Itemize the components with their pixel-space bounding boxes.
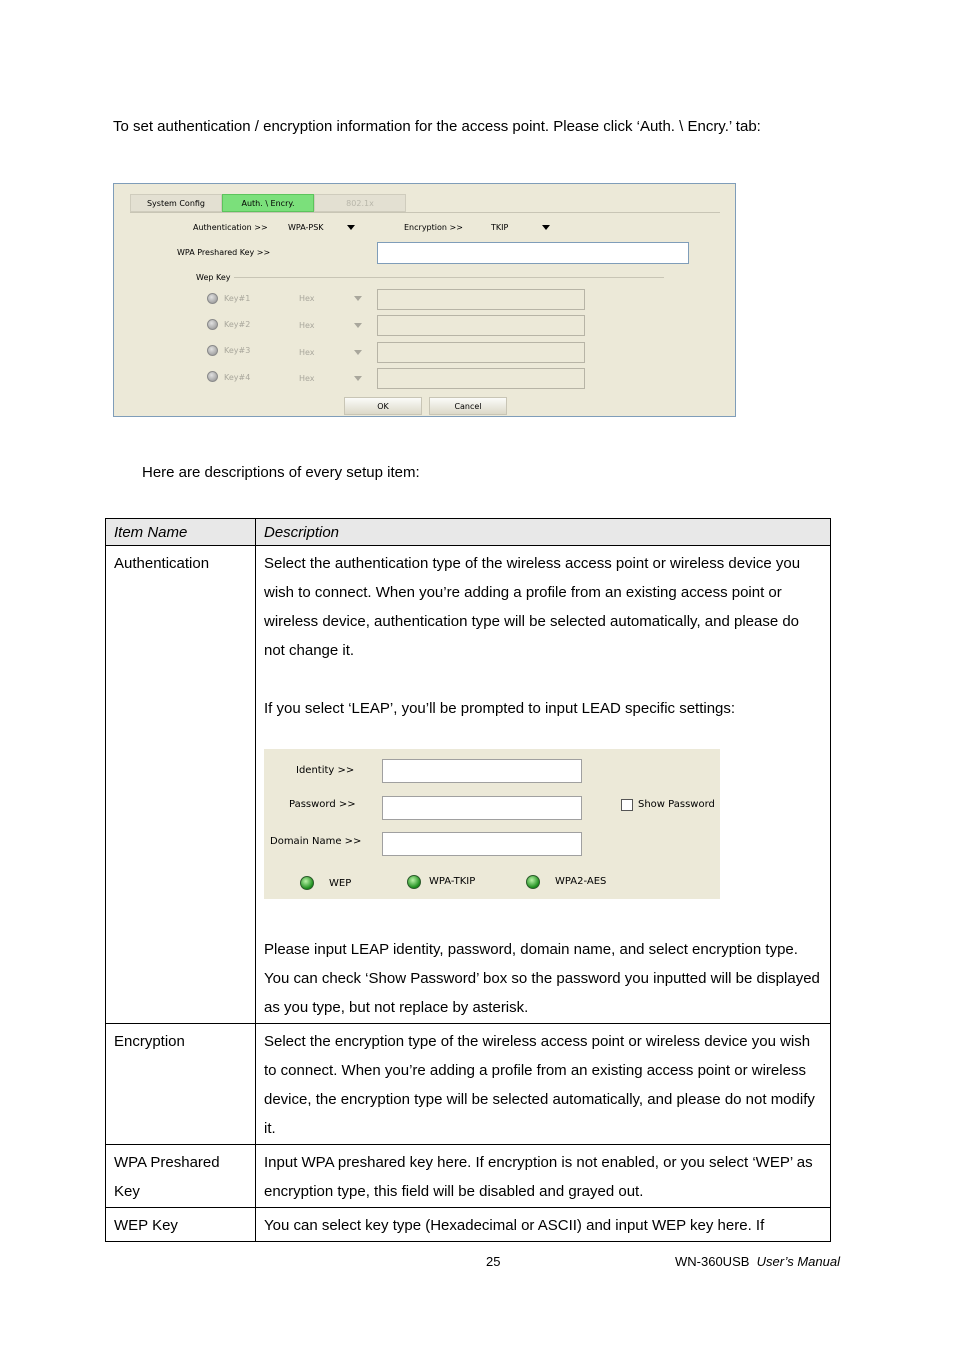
header-item-name: Item Name: [106, 519, 256, 546]
page-number: 25: [486, 1254, 501, 1269]
encryption-select-value[interactable]: TKIP: [491, 223, 509, 232]
item-name: WEP Key: [106, 1208, 256, 1242]
identity-input[interactable]: [382, 759, 582, 783]
authentication-label: Authentication >>: [193, 223, 268, 232]
footer-manual-title: [675, 1254, 840, 1269]
key3-type[interactable]: Hex: [299, 348, 315, 357]
table-row: [106, 1208, 831, 1242]
key3-label: Key#3: [224, 346, 251, 355]
authentication-dropdown-icon[interactable]: [347, 225, 355, 230]
wpa-psk-input[interactable]: [377, 242, 689, 264]
key1-type-dropdown-icon[interactable]: [354, 296, 362, 301]
table-row: [106, 1145, 831, 1208]
encryption-dropdown-icon[interactable]: [542, 225, 550, 230]
footer-manual-label: User’s Manual: [756, 1254, 840, 1269]
key4-radio[interactable]: [207, 371, 218, 382]
domain-name-input[interactable]: [382, 832, 582, 856]
cancel-button[interactable]: Cancel: [429, 397, 507, 415]
key4-input[interactable]: [377, 368, 585, 389]
table-header-row: [106, 519, 831, 546]
wep-radio[interactable]: [300, 876, 314, 890]
description-text: Select the authentication type of the wireless access point or wireless device you wish to connect. When you’re adding a profile from an existing access point or wireless device, authentication type will be selected automatically, and please do not change it.: [264, 555, 801, 659]
tab-auth-encry[interactable]: Auth. \ Encry.: [222, 194, 314, 212]
domain-name-label: Domain Name >>: [270, 836, 362, 847]
item-name: WPA Preshared Key: [106, 1145, 256, 1208]
password-input[interactable]: [382, 796, 582, 820]
identity-label: Identity >>: [296, 765, 355, 776]
encryption-label: Encryption >>: [404, 223, 463, 232]
authentication-select-value[interactable]: WPA-PSK: [288, 223, 324, 232]
tab-divider: [130, 212, 720, 213]
wpa-tkip-radio[interactable]: [407, 875, 421, 889]
wpa2-aes-option-label: WPA2-AES: [555, 876, 607, 887]
show-password-checkbox[interactable]: [621, 799, 633, 811]
key4-type[interactable]: Hex: [299, 374, 315, 383]
key4-type-dropdown-icon[interactable]: [354, 376, 362, 381]
key1-type[interactable]: Hex: [299, 294, 315, 303]
auth-encry-dialog: [113, 183, 736, 417]
ok-button[interactable]: OK: [344, 397, 422, 415]
item-description: You can select key type (Hexadecimal or ASCII) and input WEP key here. If: [256, 1208, 831, 1242]
item-name: Encryption: [106, 1024, 256, 1145]
wpa2-aes-radio[interactable]: [526, 875, 540, 889]
description-text: Please input LEAP identity, password, domain name, and select encryption type. You can check ‘Show Password’ box so the password you inputted will be displayed as you type, but not replace by asterisk.: [264, 941, 820, 1016]
key2-input[interactable]: [377, 315, 585, 336]
show-password-label: Show Password: [638, 799, 715, 810]
table-row: [106, 1024, 831, 1145]
description-text: If you select ‘LEAP’, you’ll be prompted to input LEAD specific settings:: [264, 700, 736, 717]
key2-type[interactable]: Hex: [299, 321, 315, 330]
footer-model: WN-360USB: [675, 1254, 750, 1269]
item-description: Input WPA preshared key here. If encryption is not enabled, or you select ‘WEP’ as encryption type, this field will be disabled and grayed out.: [256, 1145, 831, 1208]
key1-input[interactable]: [377, 289, 585, 310]
table-row: [106, 546, 831, 1024]
setup-items-table: [105, 518, 831, 1242]
leap-settings-panel: [264, 749, 720, 899]
key2-label: Key#2: [224, 320, 251, 329]
wep-option-label: WEP: [329, 878, 352, 889]
key1-radio[interactable]: [207, 293, 218, 304]
wep-key-group-label: Wep Key: [196, 273, 231, 282]
key3-type-dropdown-icon[interactable]: [354, 350, 362, 355]
header-description: Description: [256, 519, 831, 546]
item-description: [256, 546, 831, 1024]
wep-key-group-line: [234, 277, 664, 278]
item-description: Select the encryption type of the wireless access point or wireless device you wish to connect. When you’re adding a profile from an existing access point or wireless device, the encryption type will be selected automatically, and please do not modify it.: [256, 1024, 831, 1145]
item-name: Authentication: [106, 546, 256, 1024]
password-label: Password >>: [289, 799, 356, 810]
key2-type-dropdown-icon[interactable]: [354, 323, 362, 328]
key3-radio[interactable]: [207, 345, 218, 356]
key4-label: Key#4: [224, 373, 251, 382]
key1-label: Key#1: [224, 294, 251, 303]
key2-radio[interactable]: [207, 319, 218, 330]
tab-802-1x[interactable]: 802.1x: [314, 194, 406, 212]
key3-input[interactable]: [377, 342, 585, 363]
wpa-tkip-option-label: WPA-TKIP: [429, 876, 476, 887]
tab-system-config[interactable]: System Config: [130, 194, 222, 212]
intro-text: To set authentication / encryption information for the access point. Please click ‘Auth. \ Encry.’ tab:: [113, 118, 761, 135]
descriptions-intro: Here are descriptions of every setup item:: [142, 464, 420, 481]
wpa-psk-label: WPA Preshared Key >>: [177, 248, 271, 257]
